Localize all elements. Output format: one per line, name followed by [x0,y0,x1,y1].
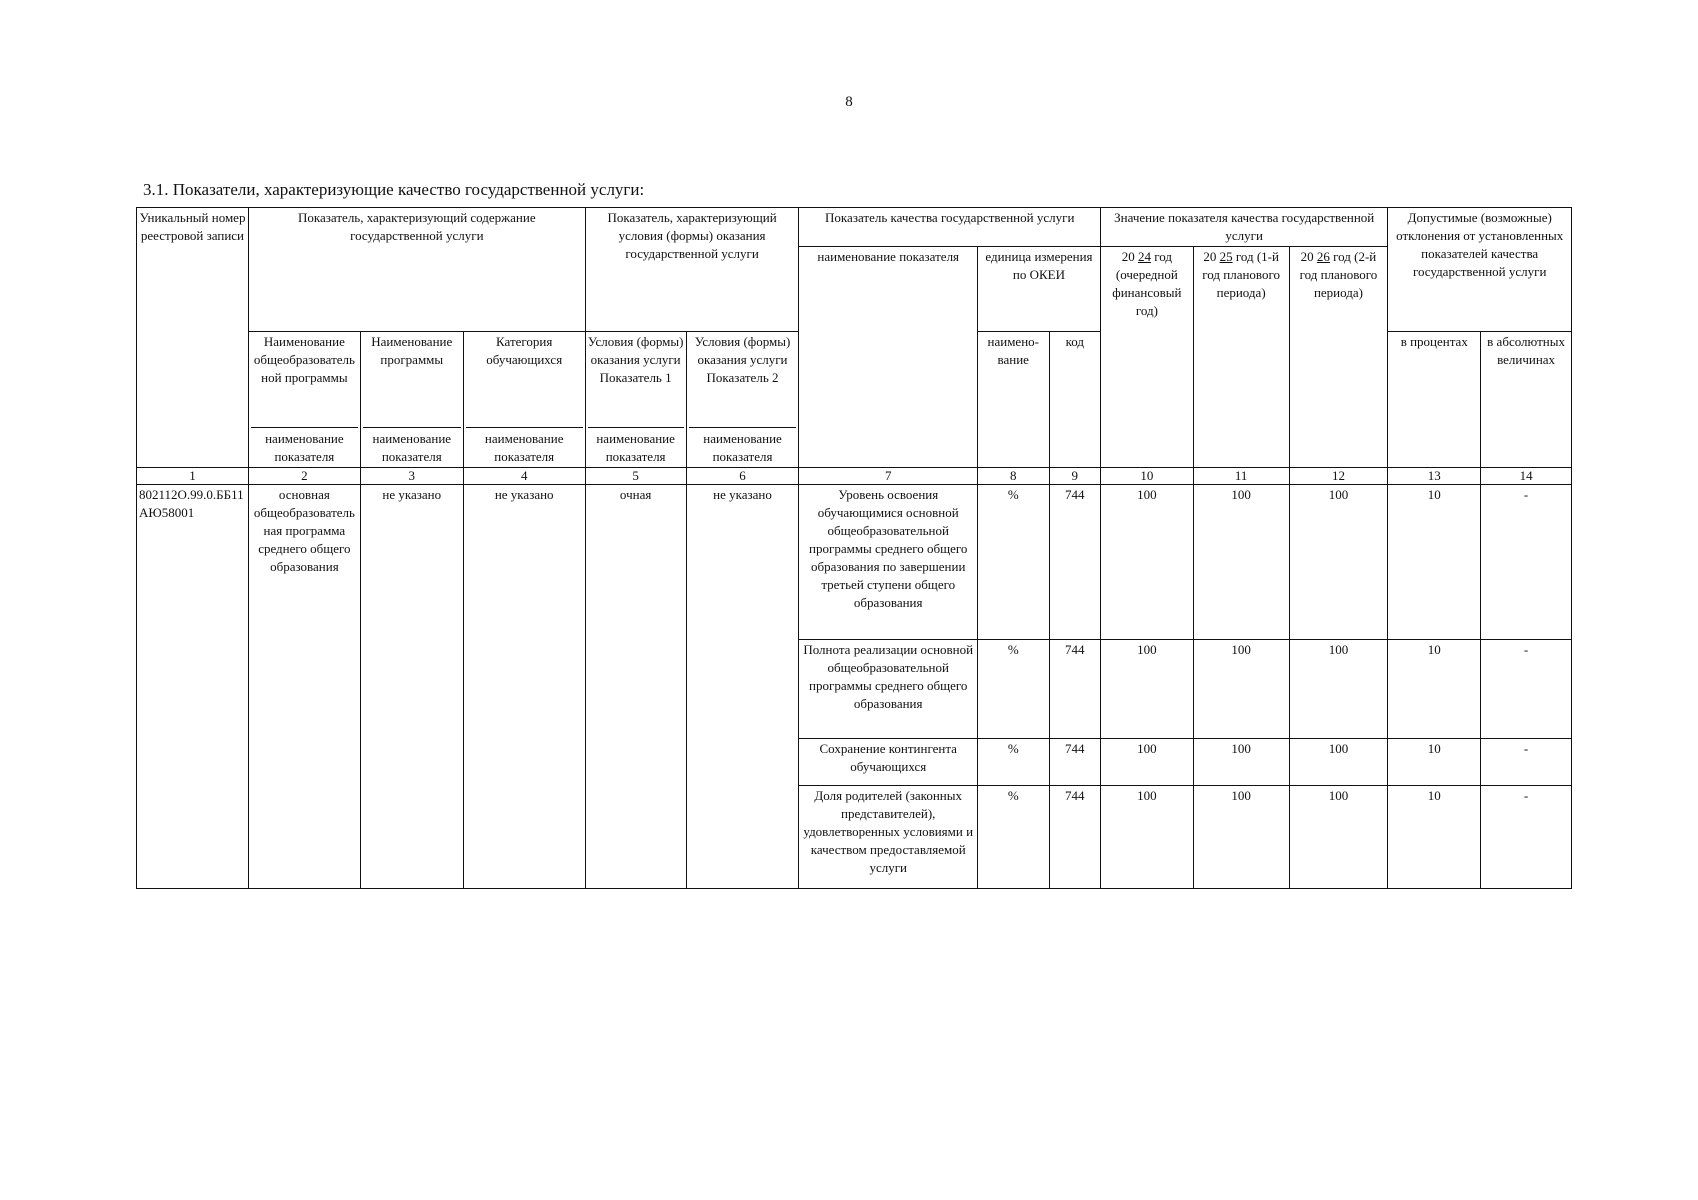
column-number: 13 [1388,467,1481,484]
column-number: 7 [799,467,977,484]
indicator-name: Сохранение контингента обучающихся [799,738,977,785]
deviation-percent: 10 [1388,639,1481,738]
record-program-area: основная общеобразовательная программа среднего общего образования [248,484,360,888]
header-program-name: Наименование программы наименование показателя [360,331,463,467]
deviation-absolute: - [1481,738,1572,785]
header-unit-okei: единица измерения по ОКЕИ [977,247,1100,332]
table-row [137,484,1572,639]
indicator-unit: % [977,785,1049,888]
header-quality-indicator: Показатель качества государственной услуги [799,208,1101,247]
header-indicator-name: наименование показателя [799,247,977,468]
value-2026: 100 [1289,639,1388,738]
column-number: 8 [977,467,1049,484]
indicator-name: Уровень освоения обучающимися основной общеобразовательной программы среднего общего образования по завершении третьей ступени общего образования [799,484,977,639]
header-unit-code: код [1049,331,1100,467]
header-year-2024: 20 24 год (очередной финансовый год) [1100,247,1193,468]
header-year-2026: 20 26 год (2-й год планового периода) [1289,247,1388,468]
header-conditions-indicator: Показатель, характеризующий условия (формы) оказания государственной услуги [585,208,799,332]
value-2026: 100 [1289,738,1388,785]
record-student-category: не указано [463,484,585,888]
deviation-percent: 10 [1388,785,1481,888]
deviation-absolute: - [1481,639,1572,738]
header-program-area: Наименование общеобразовательной программы наименование показателя [248,331,360,467]
record-condition-2: не указано [686,484,799,888]
indicator-name: Полнота реализации основной общеобразовательной программы среднего общего образования [799,639,977,738]
column-number: 1 [137,467,249,484]
section-title: 3.1. Показатели, характеризующие качество государственной услуги: [143,180,645,199]
sub-indicator-name: наименование показателя [689,427,797,466]
header-quality-value: Значение показателя качества государственной услуги [1100,208,1387,247]
column-number: 9 [1049,467,1100,484]
column-number: 14 [1481,467,1572,484]
page-number: 8 [845,94,853,110]
header-deviations: Допустимые (возможные) отклонения от установленных показателей качества государственной услуги [1388,208,1572,332]
record-condition-1: очная [585,484,686,888]
value-2024: 100 [1100,785,1193,888]
column-number: 4 [463,467,585,484]
deviation-percent: 10 [1388,738,1481,785]
header-in-percent: в процентах [1388,331,1481,467]
indicator-unit: % [977,738,1049,785]
value-2026: 100 [1289,785,1388,888]
value-2025: 100 [1193,484,1289,639]
indicator-code: 744 [1049,484,1100,639]
indicator-name: Доля родителей (законных представителей), удовлетворенных условиями и качеством предоставляемой услуги [799,785,977,888]
header-in-absolute: в абсолютных величинах [1481,331,1572,467]
indicator-code: 744 [1049,738,1100,785]
indicator-code: 744 [1049,639,1100,738]
header-condition-2: Условия (формы) оказания услуги Показатель 2 наименование показателя [686,331,799,467]
value-2025: 100 [1193,738,1289,785]
indicator-unit: % [977,639,1049,738]
header-content-spacer [248,247,585,332]
column-number: 6 [686,467,799,484]
header-year-2025: 20 25 год (1-й год планового периода) [1193,247,1289,468]
deviation-absolute: - [1481,785,1572,888]
deviation-percent: 10 [1388,484,1481,639]
value-2025: 100 [1193,639,1289,738]
header-condition-1: Условия (формы) оказания услуги Показатель 1 наименование показателя [585,331,686,467]
record-unique-number: 802112О.99.0.ББ11АЮ58001 [137,484,249,888]
column-number: 10 [1100,467,1193,484]
sub-indicator-name: наименование показателя [466,427,583,466]
header-unit-name: наимено-вание [977,331,1049,467]
column-number: 12 [1289,467,1388,484]
indicator-unit: % [977,484,1049,639]
column-numbers-row [137,467,1572,484]
column-number: 3 [360,467,463,484]
quality-indicators-table [136,207,1572,889]
value-2024: 100 [1100,639,1193,738]
record-program-name: не указано [360,484,463,888]
column-number: 5 [585,467,686,484]
deviation-absolute: - [1481,484,1572,639]
sub-indicator-name: наименование показателя [588,427,684,466]
header-row-2 [137,247,1572,332]
header-row-1 [137,208,1572,247]
column-number: 2 [248,467,360,484]
indicator-code: 744 [1049,785,1100,888]
header-student-category: Категория обучающихся наименование показателя [463,331,585,467]
value-2025: 100 [1193,785,1289,888]
header-unique-number: Уникальный номер реестровой записи [137,208,249,468]
column-number: 11 [1193,467,1289,484]
value-2024: 100 [1100,484,1193,639]
value-2026: 100 [1289,484,1388,639]
value-2024: 100 [1100,738,1193,785]
header-content-indicator: Показатель, характеризующий содержание государственной услуги [248,208,585,247]
sub-indicator-name: наименование показателя [363,427,461,466]
sub-indicator-name: наименование показателя [251,427,358,466]
